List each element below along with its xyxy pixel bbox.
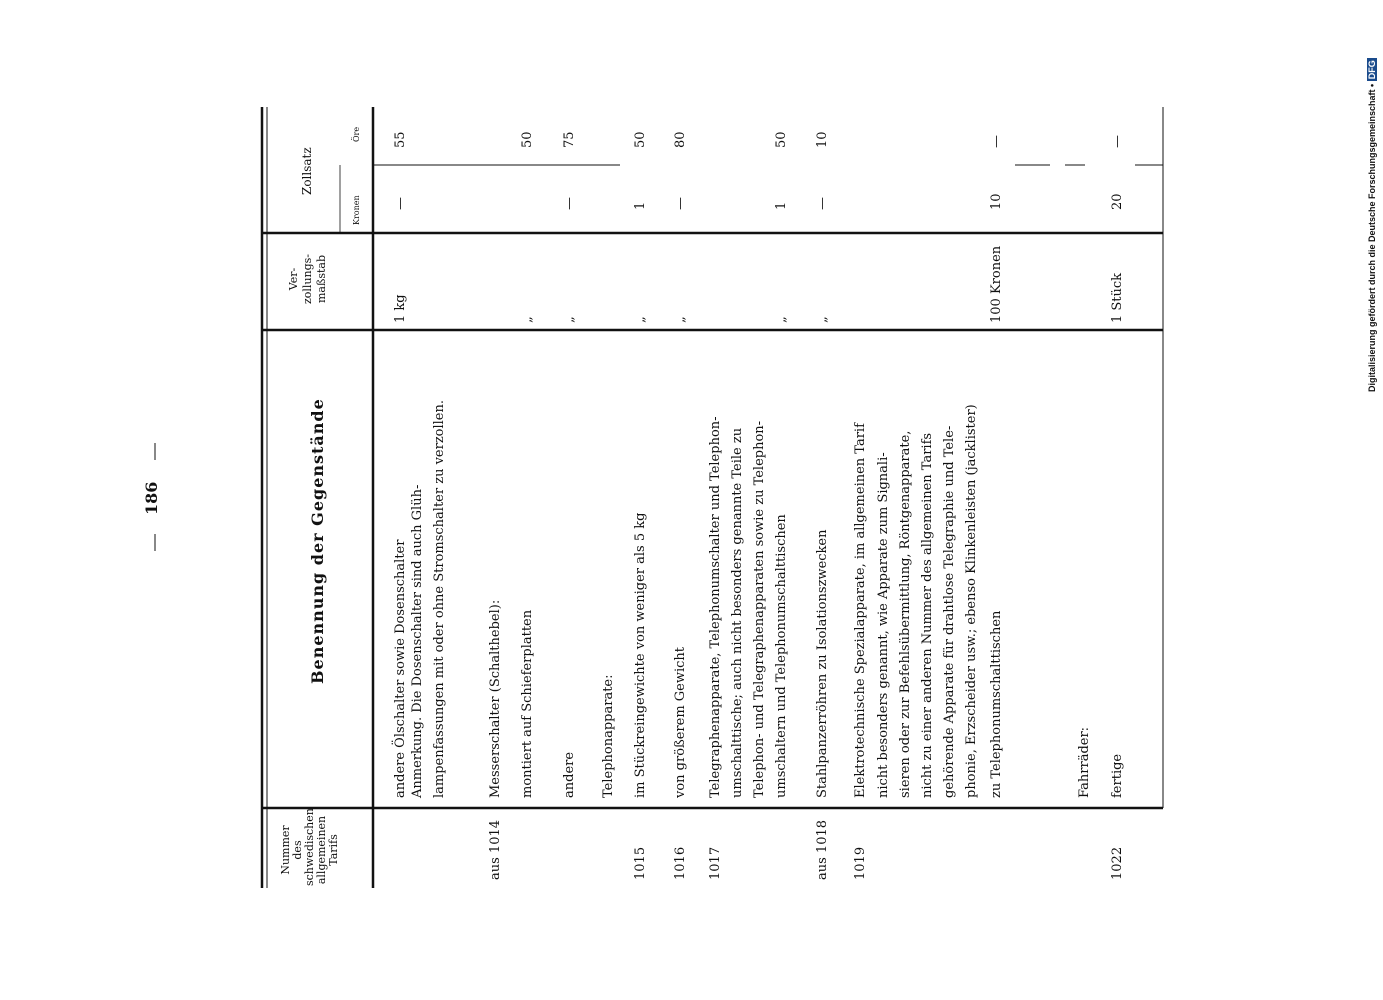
row-unit: 1 Stück <box>1110 272 1125 323</box>
row-goods-text: Telephonapparate: <box>601 674 616 798</box>
header-unit <box>287 240 329 318</box>
header-goods: Benennung der Gegenstände <box>308 398 327 684</box>
row-duty-kronen: 20 <box>1110 193 1125 210</box>
header-tariff-line-2: des <box>291 840 304 860</box>
row-tariff-number: 1016 <box>673 846 688 880</box>
row-duty-oere: 10 <box>815 131 830 148</box>
row-duty-kronen: 1 <box>774 201 789 210</box>
row-duty-oere: 50 <box>774 131 789 148</box>
row-goods-text: von größerem Gewicht <box>673 646 688 798</box>
row-duty-kronen: — <box>393 197 408 210</box>
row-goods-text: nicht besonders genannt, wie Apparate zum Signali- <box>876 452 891 798</box>
row-goods-text: phonie, Erzscheider usw.; ebenso Klinkenleisten (jacklister) <box>964 404 979 798</box>
dfg-stamp <box>1367 58 1377 392</box>
row-duty-kronen: 1 <box>633 201 648 210</box>
header-unit-line-1: Ver- <box>287 267 300 291</box>
page-number: 186 <box>142 481 161 515</box>
row-duty-oere: 80 <box>673 131 688 148</box>
header-unit-line-3: maßstab <box>315 255 328 304</box>
row-goods-text: Anmerkung. Die Dosenschalter sind auch Glüh- <box>410 484 425 798</box>
row-unit: „ <box>633 316 648 323</box>
header-tariff-line-5: Tarifs <box>327 834 340 866</box>
row-duty-oere: — <box>1110 135 1125 148</box>
row-duty-oere: — <box>989 135 1004 148</box>
header-unit-line-2: zollungs- <box>301 253 314 305</box>
header-duty: Zollsatz <box>300 147 314 195</box>
row-tariff-number: aus 1018 <box>815 819 830 880</box>
row-tariff-number: 1015 <box>633 846 648 880</box>
row-duty-kronen: — <box>673 197 688 210</box>
row-goods-text: gehörende Apparate für drahtlose Telegraphie und Tele- <box>942 425 957 798</box>
row-tariff-number: 1022 <box>1110 846 1125 880</box>
row-unit: „ <box>774 316 789 323</box>
row-goods-text: Stahlpanzerröhren zu Isolationszwecken <box>815 529 830 798</box>
row-unit: „ <box>520 316 535 323</box>
row-unit: „ <box>673 316 688 323</box>
row-goods-text: nicht zu einer anderen Nummer des allgemeinen Tarifs <box>920 432 935 798</box>
row-duty-oere: 55 <box>393 131 408 148</box>
header-tariff-line-1: Nummer <box>279 825 292 875</box>
row-goods-text: fertige <box>1110 753 1125 798</box>
row-duty-kronen: — <box>562 197 577 210</box>
row-duty-oere: 50 <box>520 131 535 148</box>
header-duty-oere: Öre <box>352 126 361 142</box>
row-tariff-number: aus 1014 <box>488 819 503 880</box>
header-tariff-line-3: schwedischen <box>303 808 316 886</box>
row-goods-text: umschaltern und Telephonumschalttischen <box>774 514 789 798</box>
header-tariff <box>279 808 340 886</box>
row-goods-text: montiert auf Schieferplatten <box>520 609 535 798</box>
header-tariff-line-4: allgemeinen <box>315 815 328 885</box>
row-duty-kronen: — <box>815 197 830 210</box>
row-tariff-number: 1019 <box>853 846 868 880</box>
row-goods-text: Fahrräder: <box>1077 726 1092 798</box>
dfg-logo: DFG <box>1367 60 1377 80</box>
table-frame <box>155 107 1163 888</box>
row-unit: „ <box>815 316 830 323</box>
row-unit: 100 Kronen <box>989 245 1004 323</box>
row-goods-text: lampenfassungen mit oder ohne Stromschalter zu verzollen. <box>432 399 447 798</box>
dfg-stamp-text: Digitalisierung gefördert durch die Deutsche Forschungsgemeinschaft • <box>1367 83 1377 392</box>
row-duty-oere: 75 <box>562 131 577 148</box>
row-duty-oere: 50 <box>633 131 648 148</box>
row-unit: „ <box>562 316 577 323</box>
row-goods-text: sieren oder zur Befehlsübermittlung, Röntgenapparate, <box>898 430 913 798</box>
row-goods-text: Telephon- und Telegraphenapparaten sowie zu Telephon- <box>752 420 767 798</box>
row-goods-text: zu Telephonumschalttischen <box>989 610 1004 798</box>
row-duty-kronen: 10 <box>989 193 1004 210</box>
row-goods-text: Telegraphenapparate, Telephonumschalter und Telephon- <box>708 416 723 798</box>
row-unit: 1 kg <box>393 294 408 323</box>
row-goods-text: im Stückreingewichte von weniger als 5 kg <box>633 512 648 798</box>
row-goods-text: Messerschalter (Schalthebel): <box>488 599 503 798</box>
row-goods-text: andere Ölschalter sowie Dosenschalter <box>393 539 408 798</box>
row-goods-text: andere <box>562 751 577 798</box>
header-duty-kronen: Kronen <box>352 195 361 225</box>
row-goods-text: Elektrotechnische Spezialapparate, im allgemeinen Tarif <box>853 423 868 798</box>
row-goods-text: umschalttische; auch nicht besonders genannte Teile zu <box>730 427 745 798</box>
row-tariff-number: 1017 <box>708 846 723 880</box>
